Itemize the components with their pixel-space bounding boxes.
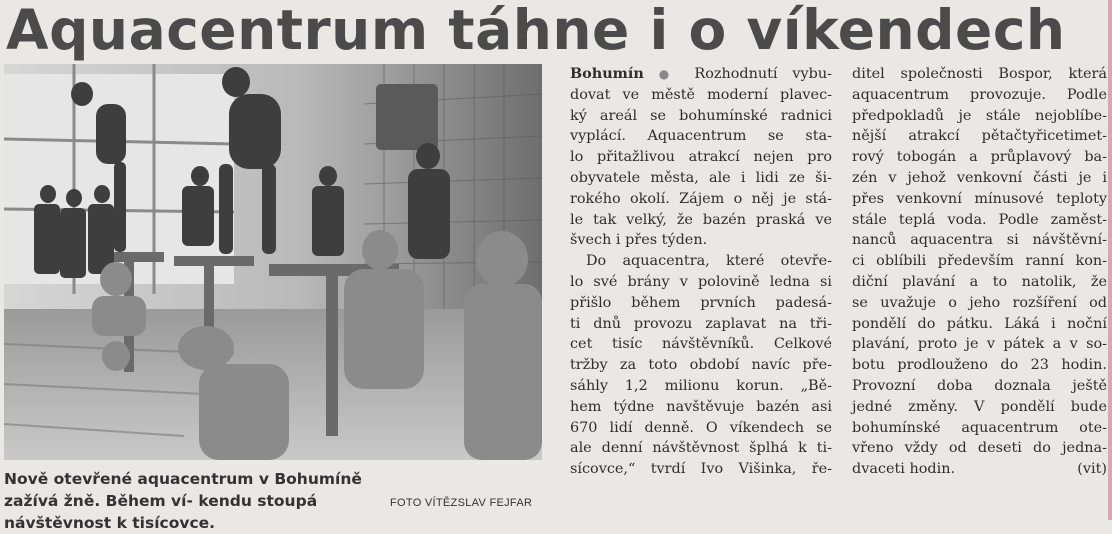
column-line: diční plavání a to natolik, že — [852, 273, 1107, 290]
headline: Aquacentrum táhne i o víkendech — [6, 0, 1066, 62]
column-line: le tak velký, že bazén praská ve — [570, 211, 832, 228]
column-line: aquacentrum provozuje. Podle — [852, 86, 1107, 103]
column-line: obyvatele města, ale i lidi ze ši- — [570, 169, 832, 186]
column-line: se uvažuje o jeho rozšíření od — [852, 294, 1107, 311]
caption-line: kendu stoupá návštěvnost k tisícovce. — [4, 492, 318, 532]
photo-credit: FOTO VÍTĚZSLAV FEJFAR — [390, 497, 533, 509]
column-line: ditel společnosti Bospor, která — [852, 66, 1107, 82]
bullet-icon: ● — [658, 67, 680, 81]
column-line: švech i přes týden. — [570, 232, 708, 249]
column-line: ale denní návštěvnost šplhá k ti- — [570, 440, 832, 457]
column-line: rokého okolí. Zájem o něj je stá- — [570, 190, 832, 207]
column-line: vřeno vždy od deseti do jedna- — [852, 440, 1107, 457]
column-line: zén v jehož venkovní části je i — [852, 169, 1107, 186]
column-line: dvaceti hodin. (vit) — [852, 459, 1107, 480]
column-line: jedné změny. V pondělí bude — [852, 398, 1107, 415]
column-line: ci oblíbili především ranní kon- — [852, 253, 1107, 270]
column-line: tržby za toto období navíc pře- — [570, 357, 832, 374]
article-column-2 — [852, 64, 1107, 480]
column-line: pondělí do pátku. Láká i noční — [852, 315, 1107, 332]
column-line: Provozní doba doznala ještě — [852, 377, 1107, 394]
column-line: botu prodlouženo do 23 hodin. — [852, 357, 1107, 374]
column-line: přes venkovní mínusové teploty — [852, 190, 1107, 207]
column-line: lo své brány v polovině ledna si — [570, 273, 832, 290]
author-signature: (vit) — [1077, 461, 1107, 478]
column-line: 670 lidí denně. O víkendech se — [570, 419, 832, 436]
caption-line: Nově otevřené aquacentrum v Bohumíně zažívá žně. Během ví- — [4, 470, 362, 510]
column-line: ti dnů provozu zaplavat na tři- — [570, 315, 832, 332]
column-line: cet tisíc návštěvníků. Celkové — [570, 336, 832, 353]
dateline: Bohumín — [570, 65, 644, 82]
page-edge-stripe — [1108, 0, 1112, 520]
column-line: sícovce,“ tvrdí Ivo Višinka, ře- — [570, 461, 832, 478]
column-line: Bohumín ● Rozhodnutí vybu- — [570, 65, 832, 82]
column-line: přišlo během prvních padesá- — [570, 294, 832, 311]
photo-caption — [4, 468, 384, 534]
column-line: stále teplá voda. Podle zaměst- — [852, 211, 1107, 228]
column-line: nanců aquacentra si návštěvní- — [852, 232, 1107, 249]
column-line: bohumínské aquacentrum ote- — [852, 419, 1107, 436]
column-line: lo přitažlivou atrakcí nejen pro — [570, 149, 832, 166]
article-column-1 — [570, 64, 832, 480]
column-line: Do aquacentra, které otevře- — [586, 253, 832, 270]
column-line: předpokladů je stále nejoblíbe- — [852, 107, 1107, 124]
swimming-pool-photo — [4, 64, 542, 460]
column-line: vyplácí. Aquacentrum se sta- — [570, 128, 832, 145]
column-line: plavání, proto je v pátek a v so- — [852, 336, 1107, 353]
column-line: dovat ve městě moderní plavec- — [570, 86, 832, 103]
column-line: hem týdne navštěvuje bazén asi — [570, 398, 832, 415]
column-line: ký areál se bohumínské radnici — [570, 107, 832, 124]
column-line: rový tobogán a průplavový ba- — [852, 149, 1107, 166]
column-line: sáhly 1,2 milionu korun. „Bě- — [570, 377, 832, 394]
column-line: nější atrakcí pětačtyřicetimet- — [852, 128, 1107, 145]
